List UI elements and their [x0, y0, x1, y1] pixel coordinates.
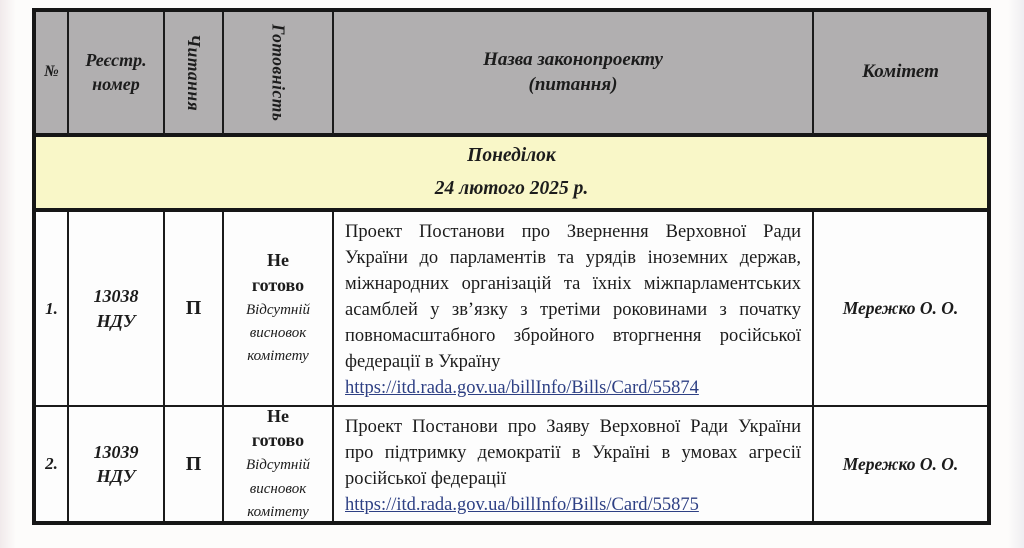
- reg-header-line2: номер: [92, 73, 140, 94]
- column-header-committee: [814, 12, 987, 137]
- row1-number-cell: [36, 212, 69, 407]
- row2-number-cell: [36, 407, 69, 521]
- column-header-bill-name: [334, 12, 814, 137]
- day-banner: [36, 137, 987, 212]
- bill-title: Проект Постанови про Звернення Верховної Ради України до парламентів та урядів іноземних держав, міжнародних організацій та їхніх міжпарламентських асамблей у зв’язку з третіми роковинами з початку повномасштабного збройного вторгнення російської федерації в Україну: [345, 222, 801, 372]
- row2-reading-cell: [165, 407, 224, 521]
- bill-card-link[interactable]: https://itd.rada.gov.ua/billInfo/Bills/Card/55874: [345, 378, 699, 398]
- committee-name: Мережко О. О.: [842, 298, 959, 318]
- column-header-reading: [165, 12, 224, 137]
- row1-readiness-cell: [224, 212, 334, 407]
- day-banner-date: 24 лютого 2025 р.: [434, 177, 589, 199]
- day-banner-weekday: Понеділок: [467, 145, 556, 167]
- row2-bill-name-cell: [334, 407, 814, 521]
- reg-number: 13039: [93, 441, 139, 462]
- readiness-status-line2: готово: [251, 274, 305, 295]
- readiness-status-line2: готово: [251, 430, 305, 451]
- bill-card-link[interactable]: https://itd.rada.gov.ua/billInfo/Bills/Card/55875: [345, 495, 699, 515]
- column-header-reg-number: [69, 12, 165, 137]
- reg-type: НДУ: [96, 466, 136, 486]
- row1-committee-cell: [814, 212, 987, 407]
- readiness-header-label: Готовність: [268, 23, 289, 122]
- readiness-status-line1: Не: [267, 250, 289, 271]
- column-header-number: [36, 12, 69, 137]
- reg-header-line1: Реєстр.: [85, 50, 147, 71]
- bill-title: Проект Постанови про Заяву Верховної Ради України про підтримку демократії в Україні в умовах агресії російської федерації: [345, 417, 801, 489]
- row1-bill-name-cell: [334, 212, 814, 407]
- row-number: 1.: [45, 298, 58, 318]
- column-header-readiness: [224, 12, 334, 137]
- row1-reading-cell: [165, 212, 224, 407]
- reg-number: 13038: [93, 286, 139, 307]
- row-number: 2.: [45, 454, 58, 473]
- bill-name-header-line1: Назва законопроекту: [483, 48, 663, 70]
- reading-value: П: [185, 452, 202, 475]
- readiness-note: Відсутній висновок комітету: [245, 457, 311, 520]
- row2-committee-cell: [814, 407, 987, 521]
- reading-value: П: [185, 297, 202, 319]
- bill-name-header-line2: (питання): [528, 73, 618, 95]
- readiness-status-line1: Не: [267, 407, 289, 426]
- committee-name: Мережко О. О.: [842, 453, 959, 474]
- column-header-number-label: №: [44, 63, 59, 81]
- row2-readiness-cell: [224, 407, 334, 521]
- agenda-table: [32, 8, 991, 525]
- reg-type: НДУ: [96, 310, 136, 331]
- row1-reg-cell: [69, 212, 165, 407]
- committee-header-label: Комітет: [862, 61, 939, 83]
- reading-header-label: Читання: [183, 33, 204, 112]
- readiness-note: Відсутній висновок комітету: [245, 301, 311, 365]
- row2-reg-cell: [69, 407, 165, 521]
